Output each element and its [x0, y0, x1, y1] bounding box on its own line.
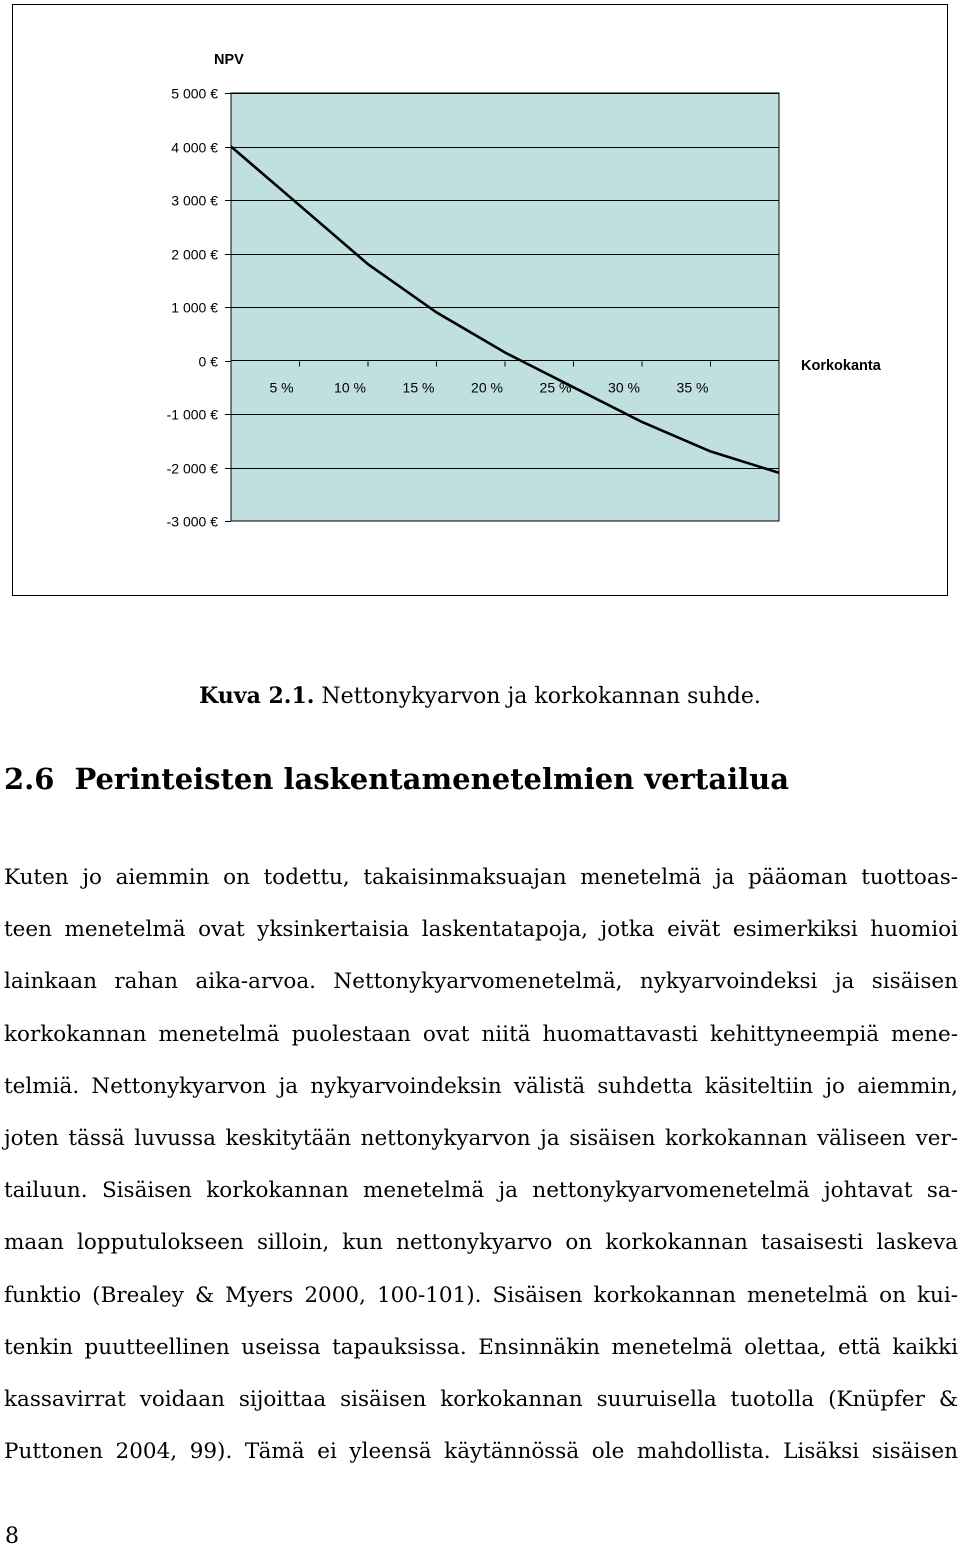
caption-label: Kuva 2.1.: [199, 683, 315, 709]
y-tick-label: 4 000 €: [171, 139, 218, 156]
caption-text: Nettonykyarvon ja korkokannan suhde.: [321, 684, 761, 709]
body-line: telmiä. Nettonykyarvon ja nykyarvoindeksin välistä suhdetta käsiteltiin jo aiemmin,: [4, 1073, 958, 1099]
y-axis-ticks: [225, 94, 231, 522]
y-tick-label: 2 000 €: [171, 246, 218, 263]
x-tick-label: 30 %: [608, 379, 640, 396]
npv-chart: [13, 5, 949, 597]
chart-frame: [12, 4, 948, 596]
x-tick-label: 35 %: [676, 379, 709, 396]
body-line: tenkin puutteellinen useissa tapauksissa. Ensinnäkin menetelmä olettaa, että kaikki: [4, 1334, 958, 1360]
body-line: joten tässä luvussa keskitytään nettonykyarvon ja sisäisen korkokannan väliseen ver-: [4, 1126, 958, 1152]
body-line: funktio (Brealey & Myers 2000, 100-101). Sisäisen korkokannan menetelmä on kui-: [4, 1282, 958, 1308]
section-heading: [4, 762, 789, 796]
section-title: Perinteisten laskentamenetelmien vertailua: [74, 762, 790, 796]
x-tick-label: 5 %: [269, 379, 294, 396]
y-tick-label: 1 000 €: [171, 299, 218, 316]
x-axis-title: Korkokanta: [801, 358, 881, 374]
y-tick-label: -3 000 €: [166, 513, 218, 530]
y-tick-label: -1 000 €: [166, 406, 218, 423]
body-line: teen menetelmä ovat yksinkertaisia laskentatapoja, jotka eivät esimerkiksi huomioi: [4, 917, 958, 943]
y-tick-label: -2 000 €: [166, 460, 218, 477]
y-tick-label: 3 000 €: [171, 192, 218, 209]
section-number: 2.6: [4, 762, 55, 796]
body-line: Puttonen 2004, 99). Tämä ei yleensä käytännössä ole mahdollista. Lisäksi sisäisen: [4, 1439, 958, 1465]
chart-title: NPV: [214, 52, 244, 68]
y-tick-label: 0 €: [198, 353, 218, 370]
x-tick-label: 25 %: [539, 379, 572, 396]
body-line: Kuten jo aiemmin on todettu, takaisinmaksuajan menetelmä ja pääoman tuottoas-: [4, 865, 958, 890]
body-line: tailuun. Sisäisen korkokannan menetelmä ja nettonykyarvomenetelmä johtavat sa-: [4, 1178, 958, 1204]
body-line: maan lopputulokseen silloin, kun nettonykyarvo on korkokannan tasaisesti laskeva: [4, 1230, 958, 1256]
body-line: korkokannan menetelmä puolestaan ovat niitä huomattavasti kehittyneempiä mene-: [4, 1021, 958, 1047]
figure-caption: [0, 683, 960, 709]
x-tick-label: 15 %: [402, 379, 435, 396]
x-tick-label: 20 %: [471, 379, 503, 396]
body-line: lainkaan rahan aika-arvoa. Nettonykyarvomenetelmä, nykyarvoindeksi ja sisäisen: [4, 969, 958, 995]
page-number: 8: [5, 1524, 19, 1549]
body-line: kassavirrat voidaan sijoittaa sisäisen korkokannan suuruisella tuotolla (Knüpfer &: [4, 1387, 958, 1413]
body-paragraph: [4, 852, 958, 1478]
y-axis-tick-labels: [167, 86, 219, 530]
x-tick-label: 10 %: [334, 379, 366, 396]
y-tick-label: 5 000 €: [171, 85, 218, 102]
